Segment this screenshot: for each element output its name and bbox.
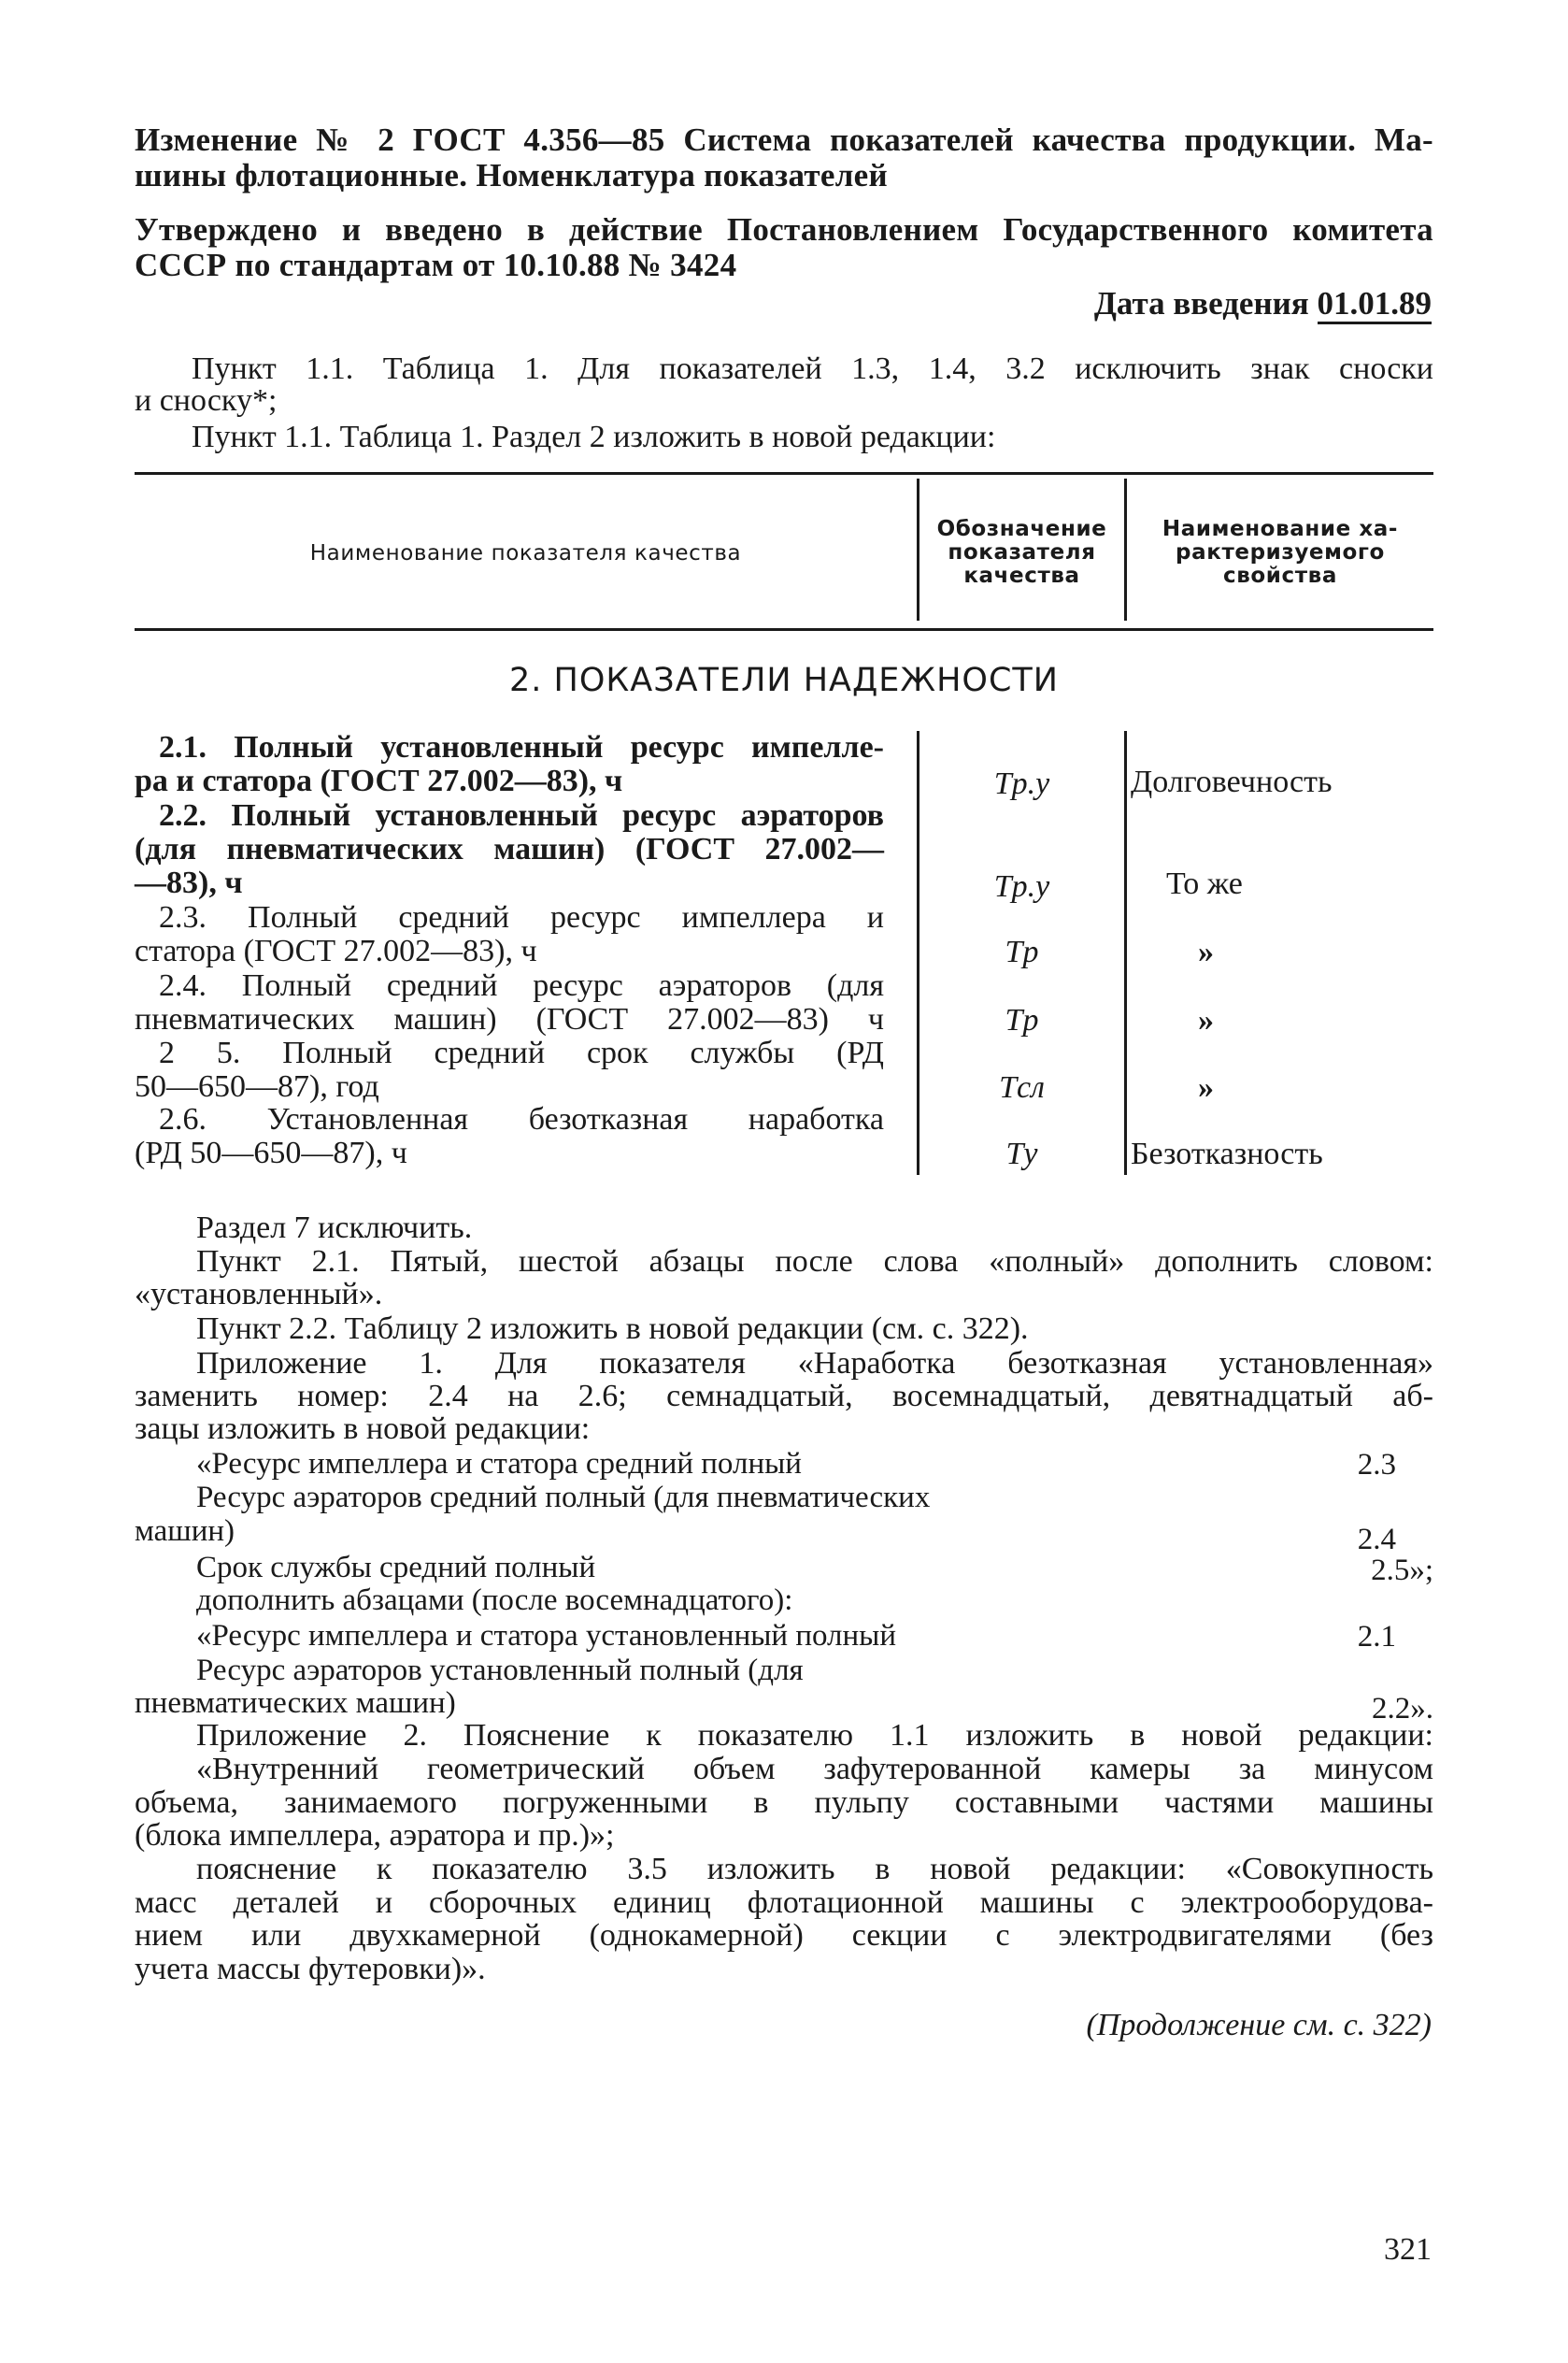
table-row-2-4-property: »: [1198, 1003, 1214, 1038]
table-row-2-1-line1: 2.1. Полный установленный ресурс импелле-: [159, 730, 884, 765]
col-header-designation: Обозначение показателя качества: [936, 517, 1107, 588]
appendix2-line-8: учета массы футеровки)».: [135, 1952, 486, 1986]
table-row-2-3-property: »: [1198, 935, 1214, 969]
body-line-5: Приложение 1. Для показателя «Наработка безотказная установленная»: [196, 1346, 1433, 1381]
effective-date: [1094, 285, 1432, 322]
table-body-divider-2: [1124, 731, 1127, 1175]
appendix-note: дополнить абзацами (после восемнадцатого):: [196, 1583, 793, 1617]
effective-date-label: Дата введения: [1093, 285, 1318, 322]
table-row-2-2-line3: —83), ч: [135, 866, 243, 900]
approval-line2: СССР по стандартам от 10.10.88 № 3424: [135, 247, 737, 283]
appendix-item-1-number: 2.3: [1357, 1448, 1396, 1482]
table-row-2-3-line1: 2.3. Полный средний ресурс импеллера и: [159, 900, 884, 935]
approval-line1: Утверждено и введено в действие Постановлением Государственного комитета: [135, 211, 1433, 248]
col-header-indicator-name: Наименование показателя качества: [309, 541, 742, 566]
table-row-2-4-symbol: Tр: [1005, 1003, 1039, 1038]
appendix-item-1: «Ресурс импеллера и статора средний полный: [196, 1447, 802, 1481]
table-row-2-2-property: То же: [1166, 866, 1243, 901]
appendix2-line-7: нием или двухкамерной (однокамерной) секции с электродвигателями (без: [135, 1918, 1433, 1953]
body-line-6: заменить номер: 2.4 на 2.6; семнадцатый, восемнадцатый, девятнадцатый аб-: [135, 1379, 1433, 1413]
table-row-2-2-line1: 2.2. Полный установленный ресурс аэраторов: [159, 798, 884, 833]
table-row-2-6-line2: (РД 50—650—87), ч: [135, 1136, 407, 1170]
appendix-item-2-number: 2.4: [1357, 1523, 1396, 1556]
body-line-4: Пункт 2.2. Таблицу 2 изложить в новой редакции (см. с. 322).: [196, 1311, 1029, 1346]
appendix2-line-1: Приложение 2. Пояснение к показателю 1.1 изложить в новой редакции:: [196, 1718, 1433, 1753]
appendix2-line-6: масс деталей и сборочных единиц флотационной машины с электрооборудова-: [135, 1885, 1433, 1920]
table-row-2-5-symbol: Tсл: [999, 1070, 1045, 1105]
table-row-2-1-property: Долговечность: [1131, 765, 1333, 799]
appendix2-line-3: объема, занимаемого погруженными в пульпу составными частями машины: [135, 1785, 1433, 1820]
appendix2-line-4: (блока импеллера, аэратора и пр.)»;: [135, 1818, 615, 1853]
change-title-line1: Изменение № 2 ГОСТ 4.356—85 Система показателей качества продукции. Ма-: [135, 122, 1433, 158]
col-header-property: Наименование ха- рактеризуемого свойства: [1162, 517, 1399, 588]
intro-para1-line2: и сноску*;: [135, 383, 278, 418]
page-number: 321: [1384, 2232, 1432, 2267]
appendix-item-5-number: 2.2».: [1372, 1692, 1433, 1726]
table-row-2-4-line1: 2.4. Полный средний ресурс аэраторов (для: [159, 968, 884, 1003]
table-row-2-5-line2: 50—650—87), год: [135, 1069, 379, 1104]
table-row-2-5-property: »: [1198, 1070, 1214, 1105]
appendix-item-4-number: 2.1: [1357, 1620, 1396, 1654]
section-title: 2. ПОКАЗАТЕЛИ НАДЕЖНОСТИ: [509, 662, 1059, 699]
table-row-2-6-property: Безотказность: [1131, 1137, 1323, 1171]
table-row-2-6-symbol: Tу: [1005, 1137, 1038, 1171]
body-line-2: Пункт 2.1. Пятый, шестой абзацы после слова «полный» дополнить словом:: [196, 1244, 1433, 1279]
table-row-2-1-line2: ра и статора (ГОСТ 27.002—83), ч: [135, 764, 623, 798]
appendix-item-5-line2: пневматических машин): [135, 1686, 456, 1720]
table-row-2-5-line1: 2 5. Полный средний срок службы (РД: [159, 1036, 884, 1070]
appendix-item-5-line1: Ресурс аэраторов установленный полный (для: [196, 1654, 804, 1687]
table-row-2-3-symbol: Tр: [1005, 935, 1039, 969]
table-row-2-2-symbol: Tр.у: [993, 869, 1050, 904]
table-row-2-6-line1: 2.6. Установленная безотказная наработка: [159, 1102, 884, 1137]
appendix2-line-5: пояснение к показателю 3.5 изложить в новой редакции: «Совокупность: [196, 1852, 1433, 1886]
table-top-rule: [135, 472, 1433, 475]
table-row-2-4-line2: пневматических машин) (ГОСТ 27.002—83) ч: [135, 1002, 884, 1037]
body-line-3: «установленный».: [135, 1277, 383, 1311]
body-line-1: Раздел 7 исключить.: [196, 1210, 473, 1245]
change-title-line2: шины флотационные. Номенклатура показателей: [135, 157, 888, 193]
effective-date-value: 01.01.89: [1318, 285, 1433, 324]
table-row-2-3-line2: статора (ГОСТ 27.002—83), ч: [135, 934, 537, 968]
intro-para1-line1: Пункт 1.1. Таблица 1. Для показателей 1.3, 1.4, 3.2 исключить знак сноски: [192, 351, 1433, 386]
table-row-2-1-symbol: Tр.у: [993, 766, 1050, 801]
appendix-item-3: Срок службы средний полный: [196, 1551, 596, 1584]
body-line-7: зацы изложить в новой редакции:: [135, 1411, 591, 1446]
table-row-2-2-line2: (для пневматических машин) (ГОСТ 27.002—: [135, 832, 884, 866]
appendix-item-4: «Ресурс импеллера и статора установленный полный: [196, 1619, 897, 1653]
appendix-item-2-line2: машин): [135, 1514, 235, 1548]
table-header-rule: [135, 628, 1433, 631]
appendix-item-3-number: 2.5»;: [1371, 1554, 1433, 1587]
appendix2-line-2: «Внутренний геометрический объем зафутерованной камеры за минусом: [196, 1752, 1433, 1786]
intro-para2: Пункт 1.1. Таблица 1. Раздел 2 изложить в новой редакции:: [192, 420, 996, 454]
appendix-item-2-line1: Ресурс аэраторов средний полный (для пневматических: [196, 1481, 931, 1514]
continuation-note: (Продолжение см. с. 322): [1086, 2008, 1432, 2042]
